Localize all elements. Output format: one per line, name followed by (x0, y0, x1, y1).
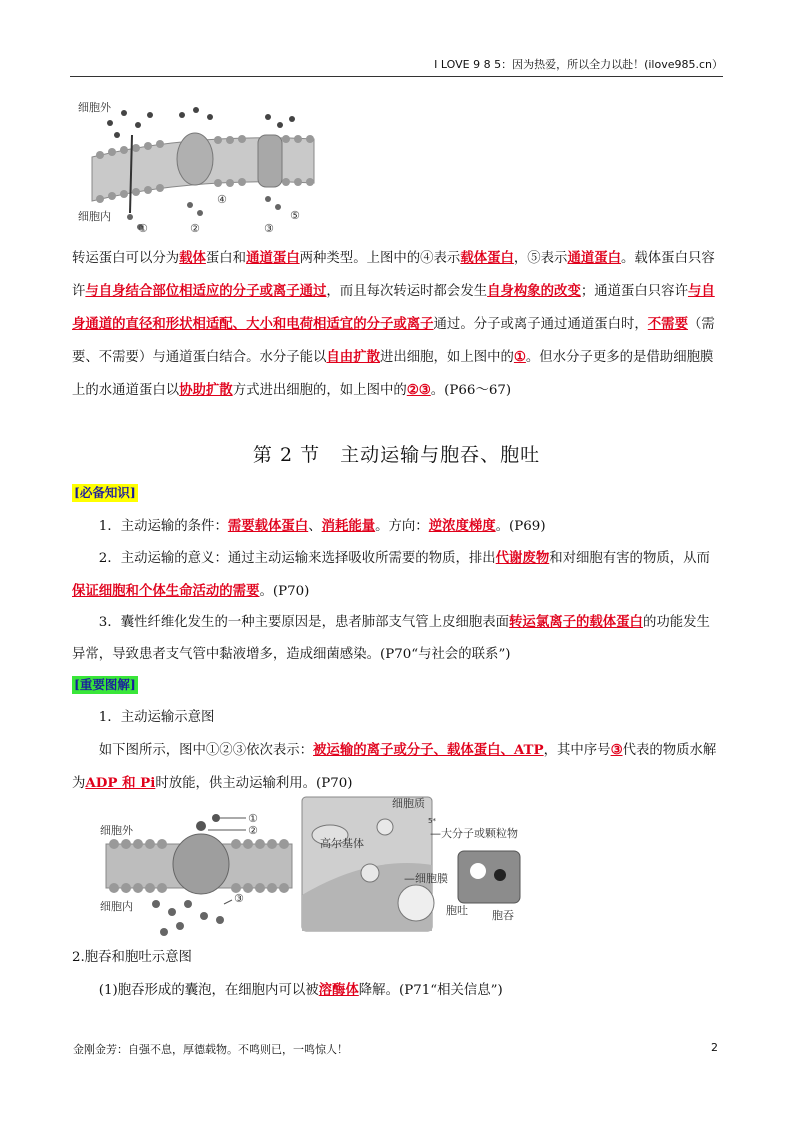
tag-key-diagrams: [重要图解] (74, 677, 136, 692)
knowledge-item-3: 3．囊性纤维化发生的一种主要原因是，患者肺部支气管上皮细胞表面转运氯离子的载体蛋白的功能发生异常，导致患者支气管中黏液增多，造成细菌感染。(P70“与社会的联系”) (72, 614, 710, 662)
active-transport-figure (96, 808, 296, 938)
endocytosis-photo (458, 851, 520, 903)
figure1-marker-4: ④ (217, 193, 227, 206)
figure2-marker-1: ① (248, 812, 258, 825)
section-title: 第 2 节 主动运输与胞吞、胞吐 (252, 444, 541, 466)
figure1-outside-label: 细胞外 (78, 101, 111, 114)
page-number: 2 (711, 1041, 718, 1054)
figure1-marker-3: ③ (264, 222, 274, 235)
page-header (70, 56, 723, 77)
tag-essential-knowledge: [必备知识] (74, 485, 136, 500)
knowledge-item-2: 2．主动运输的意义：通过主动运输来选择吸收所需要的物质，排出代谢废物和对细胞有害的物质，从而保证细胞和个体生命活动的需要。(P70) (72, 550, 710, 599)
figure1-marker-2: ② (190, 222, 200, 235)
figure3-sup: 5* (428, 817, 436, 825)
figure2-carrier-protein (173, 834, 229, 894)
solute-dots-outside (107, 107, 295, 138)
figure1-inside-label: 细胞内 (78, 210, 111, 223)
header-text: I LOVE 9 8 5：因为热爱，所以全力以赴！(ilove985.cn） (434, 58, 723, 71)
endocytosis-item-1: (1)胞吞形成的囊泡，在细胞内可以被溶酶体降解。(P71“相关信息”) (98, 982, 503, 998)
figure1-marker-5: ⑤ (290, 209, 300, 222)
figure2-ions-inside (152, 900, 224, 936)
solute-dots-inside (127, 196, 281, 230)
tag-key-diagrams-row (72, 670, 722, 702)
figure2-inside-label: 细胞内 (100, 900, 133, 913)
figure3-macro-label: —大分子或颗粒物 (430, 827, 518, 840)
figure3-endo-label: 胞吞 (492, 909, 514, 922)
tag-essential-knowledge-row (72, 478, 722, 510)
figure2-marker-3: ③ (234, 892, 244, 905)
figure3-membrane-label: —细胞膜 (404, 872, 448, 885)
knowledge-item-1: 1．主动运输的条件：需要载体蛋白、消耗能量。方向：逆浓度梯度。(P69) (98, 518, 546, 534)
figure2-marker-2: ② (248, 824, 258, 837)
transport-protein-paragraph: 转运蛋白可以分为载体蛋白和通道蛋白两种类型。上图中的④表示载体蛋白，⑤表示通道蛋白。载体蛋白只容许与自身结合部位相适应的分子或离子通过，而且每次转运时都会发生自身构象的改变；通道蛋白只容许与自身通道的直径和形状相适配、大小和电荷相适宜的分子或离子通过。分子或离子通过通道蛋白时，不需要（需要、不需要）与通道蛋白结合。水分子能以自由扩散进出细胞，如上图中的①。但水分子更多的是借助细胞膜上的水通道蛋白以协助扩散方式进出细胞的，如上图中的②③。(P66～67) (72, 250, 715, 398)
figure3-exo-label: 胞吐 (446, 904, 468, 917)
channel-protein (258, 135, 282, 187)
carrier-protein (177, 133, 213, 185)
figure2-outside-label: 细胞外 (100, 824, 133, 837)
figure3-golgi-label: 高尔基体 (320, 837, 364, 850)
figure3-cytoplasm-label: 细胞质 (392, 797, 425, 810)
membrane-transport-figure (72, 95, 322, 240)
figure1-marker-1: ① (138, 222, 148, 235)
endocytosis-exocytosis-figure (300, 795, 530, 935)
diagram-heading-2: 2.胞吞和胞吐示意图 (72, 950, 192, 965)
footer-motto: 金刚金芳：自强不息，厚德载物。不鸣则已，一鸣惊人！ (73, 1043, 348, 1056)
active-transport-description: 如下图所示，图中①②③依次表示：被运输的离子或分子、载体蛋白、ATP，其中序号③代表的物质水解为ADP 和 Pi时放能，供主动运输利用。(P70) (72, 742, 717, 791)
diagram-heading-1: 1．主动运输示意图 (98, 710, 215, 725)
